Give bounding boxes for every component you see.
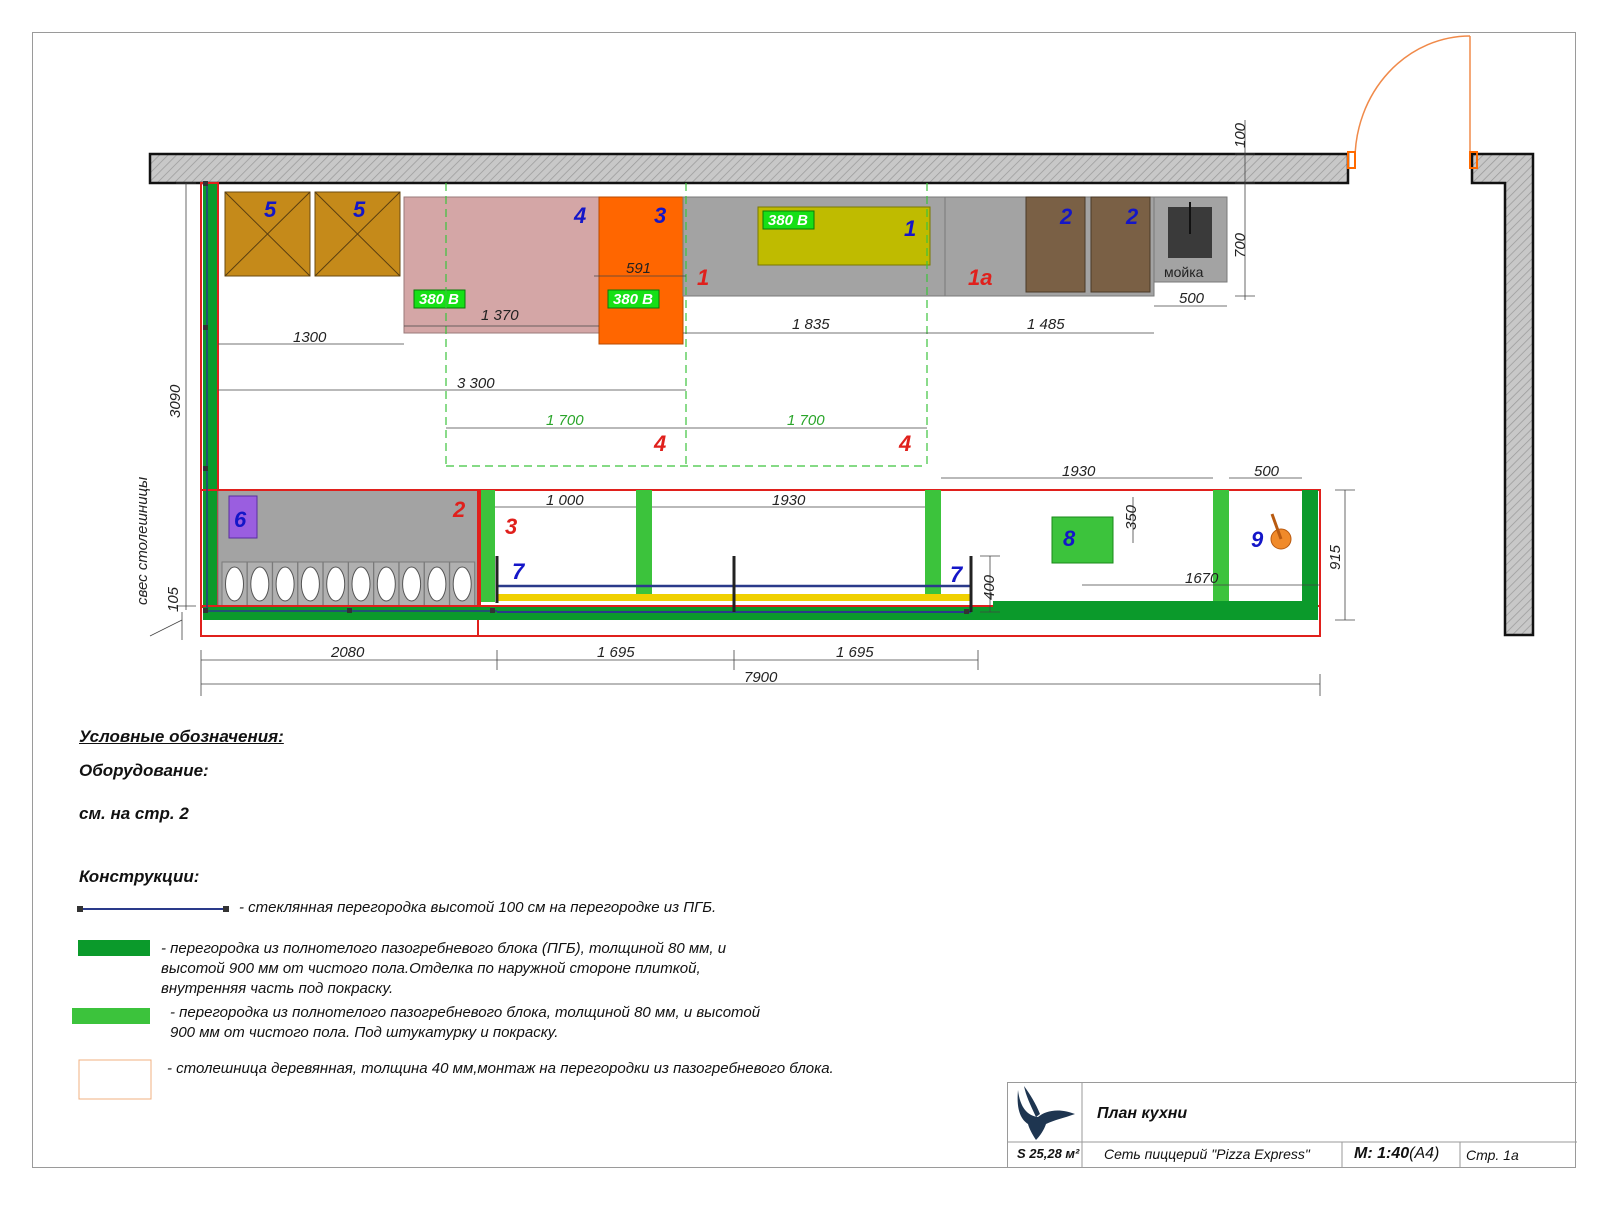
post-2 (636, 490, 652, 594)
equipment-2b-box (1091, 197, 1150, 292)
equipment-2a-label: 2 (1060, 204, 1073, 229)
oval-shape (276, 567, 294, 601)
top-equipment-row (225, 192, 1227, 344)
oval-row (222, 562, 475, 606)
dim-7900: 7900 (744, 669, 778, 686)
dim-700: 700 (1232, 232, 1249, 258)
dim-105: 105 (165, 586, 182, 612)
equipment-5b-label: 5 (353, 197, 366, 222)
oval-shape (428, 567, 446, 601)
dim-1695-a: 1 695 (597, 644, 635, 661)
legend-countertop-swatch (79, 1060, 151, 1099)
right-wall (1472, 154, 1533, 635)
equipment-4-label: 4 (574, 203, 587, 228)
power-label-2: 380 В (418, 291, 460, 308)
title-block-page: Стр. 1а (1466, 1147, 1519, 1163)
oval-shape (327, 567, 345, 601)
dim-591: 591 (626, 260, 652, 277)
zone-1a-label: 1а (968, 265, 993, 290)
equipment-3-label: 3 (654, 203, 667, 228)
title-block-area: S 25,28 м² (1017, 1146, 1080, 1161)
dim-350: 350 (1123, 504, 1140, 530)
equipment-5a-label: 5 (264, 197, 277, 222)
legend-item-light-green: - перегородка из полнотелого пазогребневого блока, толщиной 80 мм, и высотой 900 мм от чистого пола. Под штукатурку и покраску. (170, 1004, 761, 1041)
top-wall (150, 154, 1348, 183)
overhang-label: свес столешницы (134, 476, 151, 605)
dim-500-top: 500 (1179, 290, 1205, 307)
legend-item-countertop: - столешница деревянная, толщина 40 мм,монтаж на перегородки из пазогребневого блока. (167, 1060, 834, 1077)
legend-equipment-ref: см. на стр. 2 (79, 804, 189, 823)
partition-bottom-dark-left (203, 607, 993, 620)
power-label-1: 380 В (767, 212, 809, 229)
title-block-scale (1354, 1145, 1439, 1163)
legend-light-green-swatch (72, 1008, 150, 1024)
partition-right-dark (1302, 490, 1318, 620)
sink-label: мойка (1164, 264, 1204, 280)
dim-1695-b: 1 695 (836, 644, 874, 661)
door-swing-arc (1355, 36, 1470, 160)
oval-shape (251, 567, 269, 601)
dim-1700-b: 1 700 (787, 412, 825, 429)
dim-500-bot: 500 (1254, 463, 1280, 480)
zone-2-label: 2 (453, 497, 466, 522)
title-block-title: План кухни (1097, 1105, 1188, 1122)
legend-item-glass: - стеклянная перегородка высотой 100 см на перегородке из ПГБ. (239, 899, 717, 916)
title-block-project: Сеть пиццерий "Pizza Express" (1104, 1146, 1310, 1162)
zone-4b-label: 4 (899, 431, 912, 456)
oval-shape (226, 567, 244, 601)
legend-dark-green-swatch (78, 940, 150, 956)
equipment-7a-label: 7 (512, 559, 525, 584)
oval-shape (377, 567, 395, 601)
dim-915: 915 (1327, 544, 1344, 570)
equipment-7b-label: 7 (950, 562, 963, 587)
dim-1300: 1300 (293, 329, 327, 346)
dim-1930-top: 1930 (1062, 463, 1096, 480)
equipment-6-label: 6 (234, 507, 247, 532)
zone-1-label: 1 (697, 265, 710, 290)
post-1 (481, 490, 495, 602)
dim-3090: 3090 (167, 384, 184, 418)
oval-shape (403, 567, 421, 601)
dim-1485: 1 485 (1027, 316, 1065, 333)
dim-1700-a: 1 700 (546, 412, 584, 429)
zone-4a-label: 4 (654, 431, 667, 456)
zone-3-label: 3 (505, 514, 518, 539)
legend-constructions-heading: Конструкции: (79, 867, 200, 886)
dim-1670: 1670 (1185, 570, 1219, 587)
legend-equipment-heading: Оборудование: (79, 761, 209, 780)
partition-left-dark (203, 183, 218, 607)
dim-100: 100 (1232, 122, 1249, 148)
equipment-9-label: 9 (1251, 527, 1264, 552)
oval-shape (453, 567, 471, 601)
oval-shape (301, 567, 319, 601)
scale-bold: М: 1:40 (1354, 1145, 1410, 1162)
partition-bottom-dark-right (993, 601, 1318, 620)
equipment-8-box (1052, 517, 1113, 563)
dim-1930-in: 1930 (772, 492, 806, 509)
post-3 (925, 490, 941, 594)
dim-400: 400 (981, 574, 998, 600)
dim-1370: 1 370 (481, 307, 519, 324)
dim-1000: 1 000 (546, 492, 584, 509)
equipment-8-label: 8 (1063, 526, 1076, 551)
legend-title: Условные обозначения: (79, 727, 284, 746)
equipment-2b-label: 2 (1126, 204, 1139, 229)
dim-2080: 2080 (331, 644, 365, 661)
power-label-3: 380 В (612, 291, 654, 308)
dim-1835: 1 835 (792, 316, 830, 333)
dim-3300: 3 300 (457, 375, 495, 392)
oval-shape (352, 567, 370, 601)
scale-format: (А4) (1409, 1145, 1440, 1162)
equipment-2a-box (1026, 197, 1085, 292)
equipment-1-label: 1 (904, 216, 917, 241)
legend-item-dark-green: - перегородка из полнотелого пазогребневого блока (ПГБ), толщиной 80 мм, и высотой 900 мм от чистого пола.Отделка по наружной стороне плиткой, внутренняя часть под покраску. (161, 940, 727, 997)
